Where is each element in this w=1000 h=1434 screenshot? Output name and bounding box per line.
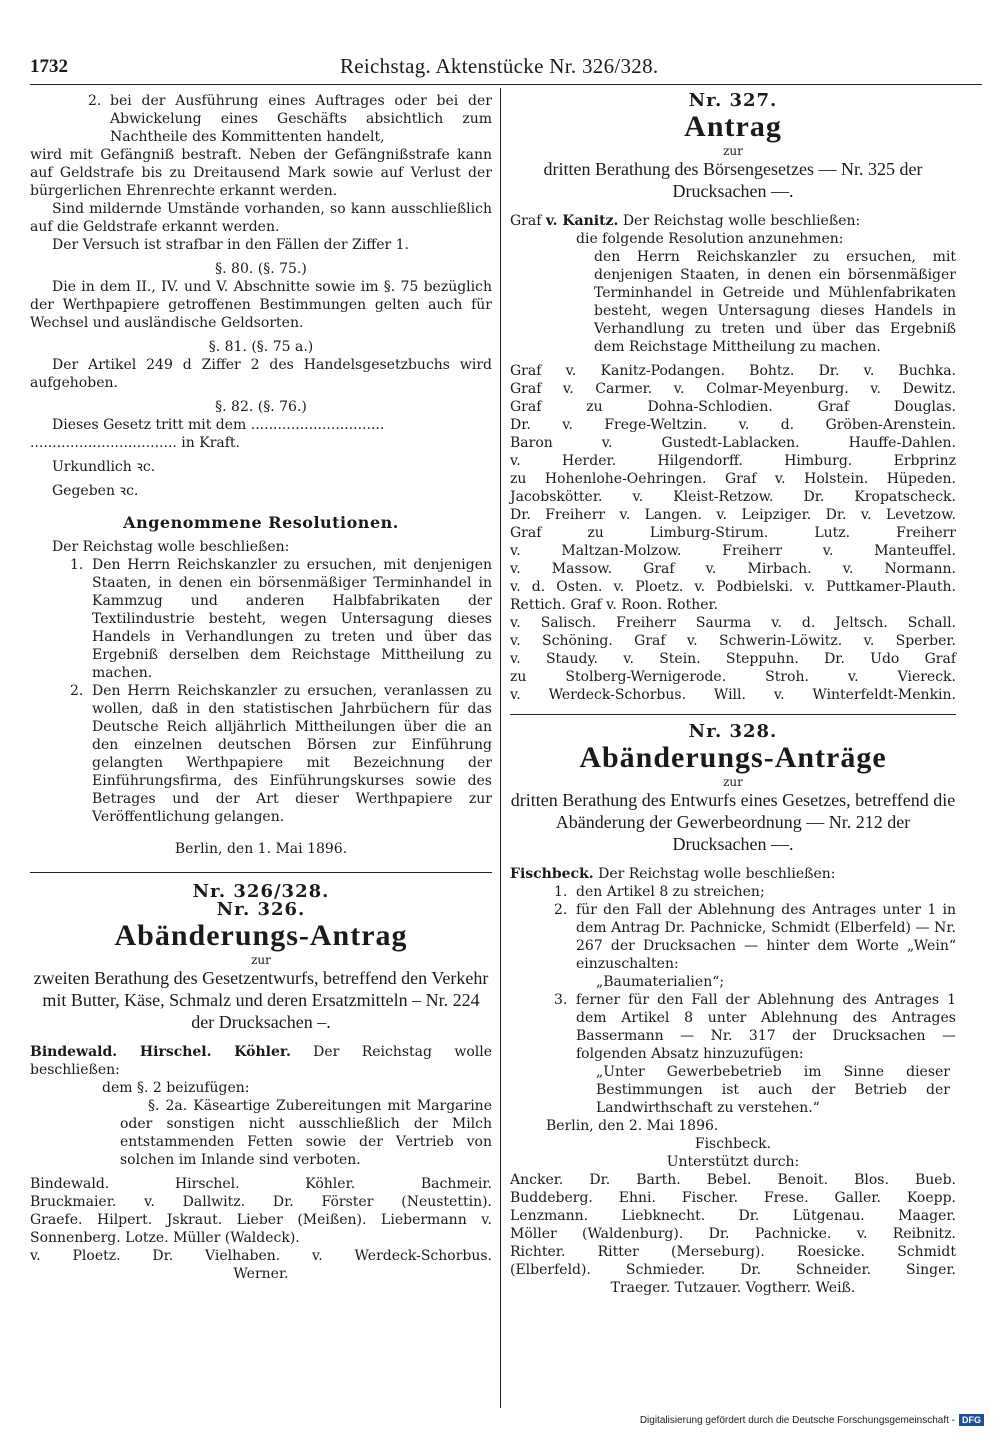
document-title: Antrag [684,110,782,143]
footer [640,1414,984,1426]
signatory-line: Graf zu Limburg-Stirum. Lutz. Freiherr [510,525,956,541]
signatory-line: Dr. Freiherr v. Langen. v. Leipziger. Dr. v. Levetzow. [510,507,956,523]
signatory-line: Jacobskötter. v. Kleist-Retzow. Dr. Kropatscheck. [510,489,956,505]
signatory-line: Dr. v. Frege-Weltzin. v. d. Gröben-Arenstein. [510,417,956,433]
page-header [30,54,982,85]
signer: Fischbeck. [694,1136,772,1152]
signatories [30,1175,492,1283]
section-rule [510,714,956,715]
signatory-line: Graf zu Dohna-Schlodien. Graf Douglas. [510,399,956,415]
section-rule [30,872,492,873]
supporter-line: (Elberfeld). Schmieder. Dr. Schneider. Singer. [510,1262,956,1278]
movers: Fischbeck. [510,866,594,882]
section-heading: Angenommene Resolutionen. [123,513,399,532]
zur-label: zur [723,775,743,789]
quoted-text: „Unter Gewerbebetrieb im Sinne dieser Bestimmungen ist auch der Betrieb der Landwirthschaft zu verstehen.“ [596,1064,950,1116]
list-item: 1. Den Herrn Reichskanzler zu ersuchen, mit denjenigen Staaten, in denen ein börsenmäßiger Terminhandel in Kammzug und anderen Halbfabrikaten der Textilindustrie besteht, wegen Untersagung dieses Handels in Verhandlungen zu treten und über das Ergebniß derselben dem Reichstage Mittheilung zu machen. [70,557,492,681]
paragraph: Sind mildernde Umstände vorhanden, so kann ausschließlich auf die Geldstrafe erkannt werden. [30,201,492,235]
signatory-line: v. Salisch. Freiherr Saurma v. d. Jeltsch. Schall. [510,615,956,631]
left-column [30,92,492,1283]
signatory-line: v. Staudy. v. Stein. Steppuhn. Dr. Udo Graf [510,651,956,667]
list-item: 3. ferner für den Fall der Ablehnung des Antrages 1 dem Artikel 8 unter Ablehnung des Antrages Bassermann — Nr. 317 der Drucksachen — folgenden Absatz hinzuzufügen: [554,992,956,1062]
zur-label: zur [723,144,743,158]
document-subtitle: zweiten Berathung des Gesetzentwurfs, betreffend den Verkehr mit Butter, Käse, Schmalz und deren Ersatzmitteln – Nr. 224 der Drucksachen –. [33,968,489,1032]
document-subtitle: dritten Berathung des Börsengesetzes — Nr. 325 der Drucksachen —. [543,159,923,201]
running-title: Reichstag. Aktenstücke Nr. 326/328. [340,54,659,78]
movers: Bindewald. Hirschel. Köhler. [30,1044,291,1060]
quoted-text: „Baumaterialien“; [596,974,725,990]
signatory-line: v. Herder. Hilgendorff. Himburg. Erbprinz [510,453,956,469]
document-number: Nr. 326/328. [192,881,330,902]
section-number: §. 82. (§. 76.) [215,399,307,415]
signatory-line: v. Ploetz. Dr. Vielhaben. v. Werdeck-Schorbus. [30,1248,492,1264]
date-line: Berlin, den 2. Mai 1896. [546,1118,719,1134]
dfg-logo: DFG [959,1414,984,1426]
signatory-line: Bruckmaier. v. Dallwitz. Dr. Förster (Neustettin). [30,1194,492,1210]
column-divider [500,88,501,1408]
signatory-line: Graefe. Hilpert. Jskraut. Lieber (Meißen). Liebermann v. Sonnenberg. Lotze. Müller (Waldeck). [30,1212,492,1246]
paragraph: ................................. in Kraft. [30,435,241,451]
zur-label: zur [251,953,271,967]
motion-intro: Fischbeck. Der Reichstag wolle beschließen: [510,866,836,882]
supported-label: Unterstützt durch: [666,1154,800,1170]
paragraph: die folgende Resolution anzunehmen: [576,231,844,247]
paragraph: Der Versuch ist strafbar in den Fällen der Ziffer 1. [52,237,409,253]
signatory-line: zu Hohenlohe-Oehringen. Graf v. Holstein. Hüpeden. [510,471,956,487]
right-column [510,92,956,1297]
section-number: §. 81. (§. 75 a.) [208,339,314,355]
supporter-line: Möller (Waldenburg). Dr. Pachnicke. v. Reibnitz. [510,1226,956,1242]
list-item: 2. bei der Ausführung eines Auftrages oder bei der Abwickelung eines Geschäfts absichtlich zum Nachtheile des Kommittenten handelt, [88,93,492,145]
page-number: 1732 [30,56,68,77]
signatory-line: zu Stolberg-Wernigerode. Stroh. v. Viereck. [510,669,956,685]
supporter-line: Buddeberg. Ehni. Fischer. Frese. Galler. Koepp. [510,1190,956,1206]
list-item: 1. den Artikel 8 zu streichen; [554,884,765,900]
motion-intro: Bindewald. Hirschel. Köhler. Der Reichstag wolle beschließen: [30,1044,492,1078]
list-item: 2. für den Fall der Ablehnung des Antrages unter 1 in dem Antrag Dr. Pachnicke, Schmidt (Elberfeld) — Nr. 267 der Drucksachen — hinter dem Worte „Wein“ einzuschalten: [554,902,956,972]
signatory-line: v. Werdeck-Schorbus. Will. v. Winterfeldt-Menkin. [510,687,956,703]
section-number: §. 80. (§. 75.) [215,261,307,277]
paragraph: Der Artikel 249 d Ziffer 2 des Handelsgesetzbuchs wird aufgehoben. [30,357,492,391]
supporters [510,1171,956,1297]
paragraph: Die in dem II., IV. und V. Abschnitte sowie im §. 75 bezüglich der Werthpapiere getroffenen Bestimmungen gelten auch für Wechsel und ausländische Geldsorten. [30,279,492,331]
list-item: 2. Den Herrn Reichskanzler zu ersuchen, veranlassen zu wollen, daß in den statistischen Jahrbüchern für das Deutsche Reich alljährlich Mittheilungen über die an den einzelnen deutschen Börsen zur Einführung gelangten Werthpapiere mit Bezeichnung der Einführungsfirma, des Einführungskurses sowie des Betrages und der Art dieser Werthpapiere zur Veröffentlichung gelangen. [70,683,492,825]
paragraph: Dieses Gesetz tritt mit dem .............................. [52,417,385,433]
document-number: Nr. 327. [688,90,778,111]
date-line: Berlin, den 1. Mai 1896. [174,841,348,857]
signatory-line: Graf v. Kanitz-Podangen. Bohtz. Dr. v. Buchka. [510,363,956,379]
signatory-line: v. Schöning. Graf v. Schwerin-Löwitz. v. Sperber. [510,633,956,649]
footer-text: Digitalisierung gefördert durch die Deutsche Forschungsgemeinschaft - [639,1414,955,1426]
closing-formula: Gegeben ꝛc. [52,483,139,499]
paragraph: Der Reichstag wolle beschließen: [52,539,290,555]
supporter-line: Ancker. Dr. Barth. Bebel. Benoit. Blos. Bueb. [510,1172,956,1188]
signatory-line: Bindewald. Hirschel. Köhler. Bachmeir. [30,1176,492,1192]
document-number: Nr. 328. [688,721,778,742]
document-title: Abänderungs-Anträge [579,741,887,774]
supporter-line: Richter. Ritter (Merseburg). Roesicke. Schmidt [510,1244,956,1260]
document-title: Abänderungs-Antrag [114,919,408,952]
paragraph: wird mit Gefängniß bestraft. Neben der Gefängnißstrafe kann auf Geldstrafe bis zu Dreitausend Mark sowie auf Verlust der bürgerlichen Ehrenrechte erkannt werden. [30,147,492,199]
supporter-line: Traeger. Tutzauer. Vogtherr. Weiß. [610,1280,856,1296]
document-number: Nr. 326. [216,899,306,920]
signatory-line: v. d. Osten. v. Ploetz. v. Podbielski. v. Puttkamer-Plauth. Rettich. Graf v. Roon. Rother. [510,579,956,613]
paragraph: den Herrn Reichskanzler zu ersuchen, mit denjenigen Staaten, in denen ein börsenmäßiger Terminhandel in Getreide und Mühlenfabrikaten besteht, wegen Untersagung dieses Handels in Verhandlung zu treten und über das Ergebniß dem Reichstage Mittheilung zu machen. [594,249,956,355]
signatory-line: Werner. [233,1266,289,1282]
signatory-line: v. Maltzan-Molzow. Freiherr v. Manteuffel. [510,543,956,559]
closing-formula: Urkundlich ꝛc. [52,459,156,475]
motion-intro: Graf v. Kanitz. Der Reichstag wolle beschließen: [510,213,861,229]
signatory-line: v. Massow. Graf v. Mirbach. v. Normann. [510,561,956,577]
supporter-line: Lenzmann. Liebknecht. Dr. Lütgenau. Maager. [510,1208,956,1224]
signatory-line: Baron v. Gustedt-Lablacken. Hauffe-Dahlen. [510,435,956,451]
movers: v. Kanitz. [545,213,619,229]
paragraph: §. 2a. Käseartige Zubereitungen mit Margarine oder sonstigen nicht ausschließlich der Milch entstammenden Fetten sowie der Vertrieb von solchen im Inlande sind verboten. [120,1098,492,1168]
signatories [510,362,956,704]
document-subtitle: dritten Berathung des Entwurfs eines Gesetzes, betreffend die Abänderung der Gewerbeordnung — Nr. 212 der Drucksachen —. [510,790,956,854]
paragraph: dem §. 2 beizufügen: [102,1080,250,1096]
signatory-line: Graf v. Carmer. v. Colmar-Meyenburg. v. Dewitz. [510,381,956,397]
